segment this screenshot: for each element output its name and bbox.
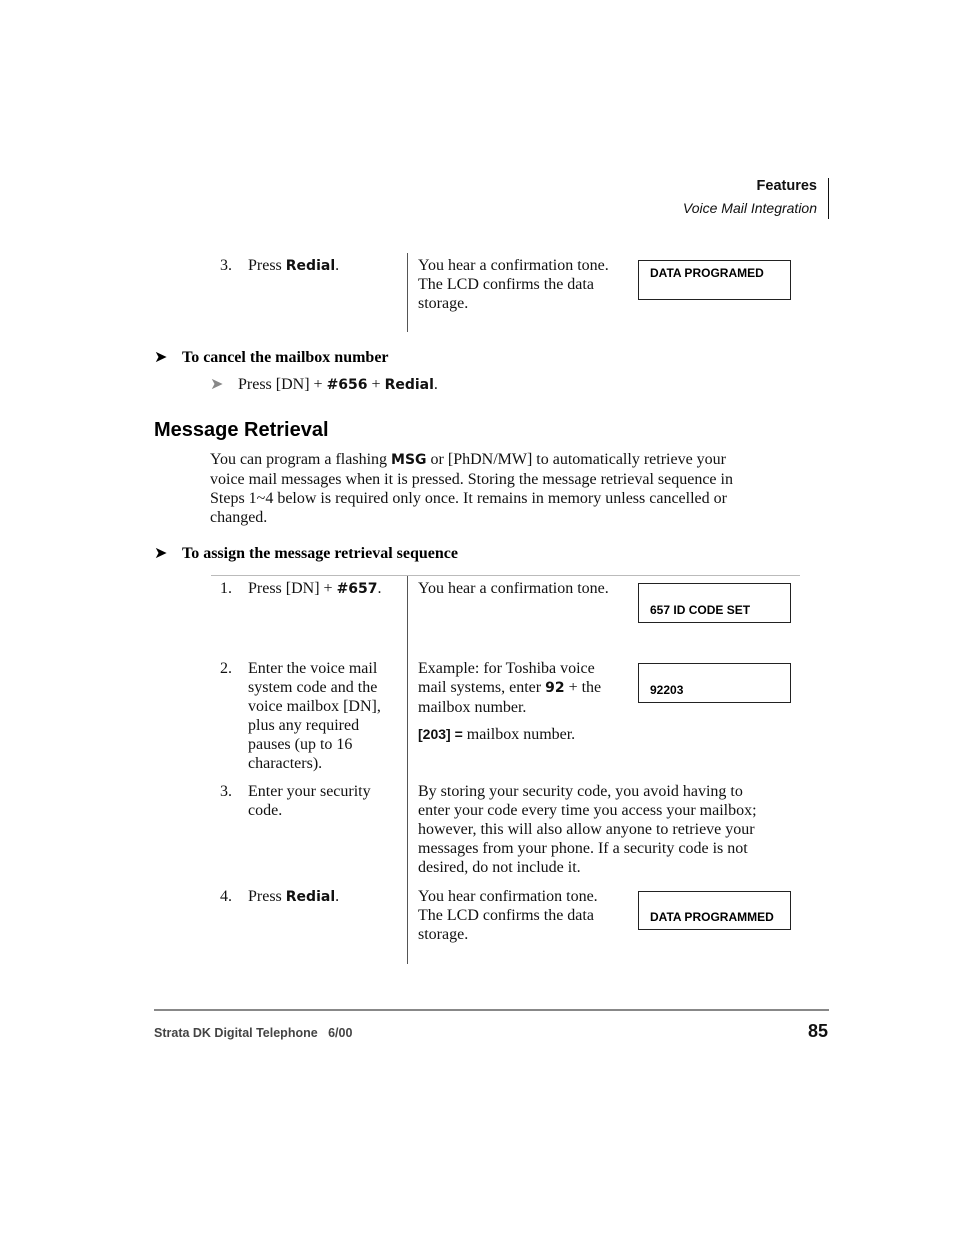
msg-key-label: MSG bbox=[391, 452, 427, 468]
procedure-heading: To assign the message retrieval sequence bbox=[182, 545, 458, 562]
footer-rule bbox=[154, 1009, 829, 1011]
arrow-bullet-icon: ➤ bbox=[154, 347, 168, 366]
lcd-display: 657 ID CODE SET bbox=[638, 583, 791, 623]
running-header-section: Features bbox=[756, 178, 817, 194]
section-paragraph: You can program a flashing MSG or [PhDN/MW] to automatically retrieve your voice mail messages when it is pressed. Storing the message retrieval sequence in Steps 1~4 below is required only once. It remains in memory unless cancelled or changed. bbox=[210, 451, 733, 526]
lcd-display: DATA PROGRAMED bbox=[638, 260, 791, 300]
procedure-step: Press [DN] + #656 + Redial. bbox=[238, 376, 438, 393]
step-instruction: Enter the voice mail system code and the voice mailbox [DN], plus any required pauses (up to 16 characters). bbox=[248, 660, 381, 772]
table-top-rule bbox=[211, 575, 800, 576]
step-description: You hear a confirmation tone. The LCD confirms the data storage. bbox=[418, 257, 609, 312]
step-instruction: Press Redial. bbox=[248, 257, 340, 274]
running-header-subsection: Voice Mail Integration bbox=[682, 200, 817, 216]
table-column-divider bbox=[407, 253, 408, 332]
step-number: 4. bbox=[220, 888, 232, 905]
arrow-bullet-icon: ➤ bbox=[154, 543, 168, 562]
code-key-label: #656 bbox=[326, 377, 368, 393]
step-instruction: Press Redial. bbox=[248, 888, 340, 905]
header-rule bbox=[828, 178, 829, 219]
redial-key-label: Redial bbox=[285, 258, 336, 274]
page-number: 85 bbox=[807, 1021, 828, 1041]
code-key-label: 92 bbox=[545, 680, 565, 696]
step-description: By storing your security code, you avoid having to enter your code every time you access your mailbox; however, this will also allow anyone to retrieve your messages from your phone. If a security code is not desired, do not include it. bbox=[418, 783, 757, 876]
code-key-label: #657 bbox=[336, 581, 378, 597]
table-column-divider bbox=[407, 576, 408, 964]
step-number: 1. bbox=[220, 580, 232, 597]
arrow-sub-bullet-icon: ➤ bbox=[210, 374, 224, 393]
step-number: 3. bbox=[220, 257, 232, 274]
lcd-display: DATA PROGRAMMED bbox=[638, 891, 791, 930]
mailbox-key-label: [203] = bbox=[418, 726, 463, 742]
lcd-display: 92203 bbox=[638, 663, 791, 703]
step-description: Example: for Toshiba voice mail systems, enter 92 + the mailbox number. bbox=[418, 660, 602, 716]
footer-title: Strata DK Digital Telephone 6/00 bbox=[154, 1026, 353, 1040]
redial-key-label: Redial bbox=[285, 889, 336, 905]
step-note: [203] = mailbox number. bbox=[418, 726, 576, 743]
section-title: Message Retrieval bbox=[154, 419, 329, 441]
step-number: 2. bbox=[220, 660, 232, 677]
step-description: You hear confirmation tone. The LCD confirms the data storage. bbox=[418, 888, 598, 943]
step-instruction: Press [DN] + #657. bbox=[248, 580, 382, 597]
redial-key-label: Redial bbox=[384, 377, 434, 393]
step-description: You hear a confirmation tone. bbox=[418, 580, 609, 597]
procedure-heading: To cancel the mailbox number bbox=[182, 349, 389, 366]
step-instruction: Enter your security code. bbox=[248, 783, 371, 819]
step-number: 3. bbox=[220, 783, 232, 800]
